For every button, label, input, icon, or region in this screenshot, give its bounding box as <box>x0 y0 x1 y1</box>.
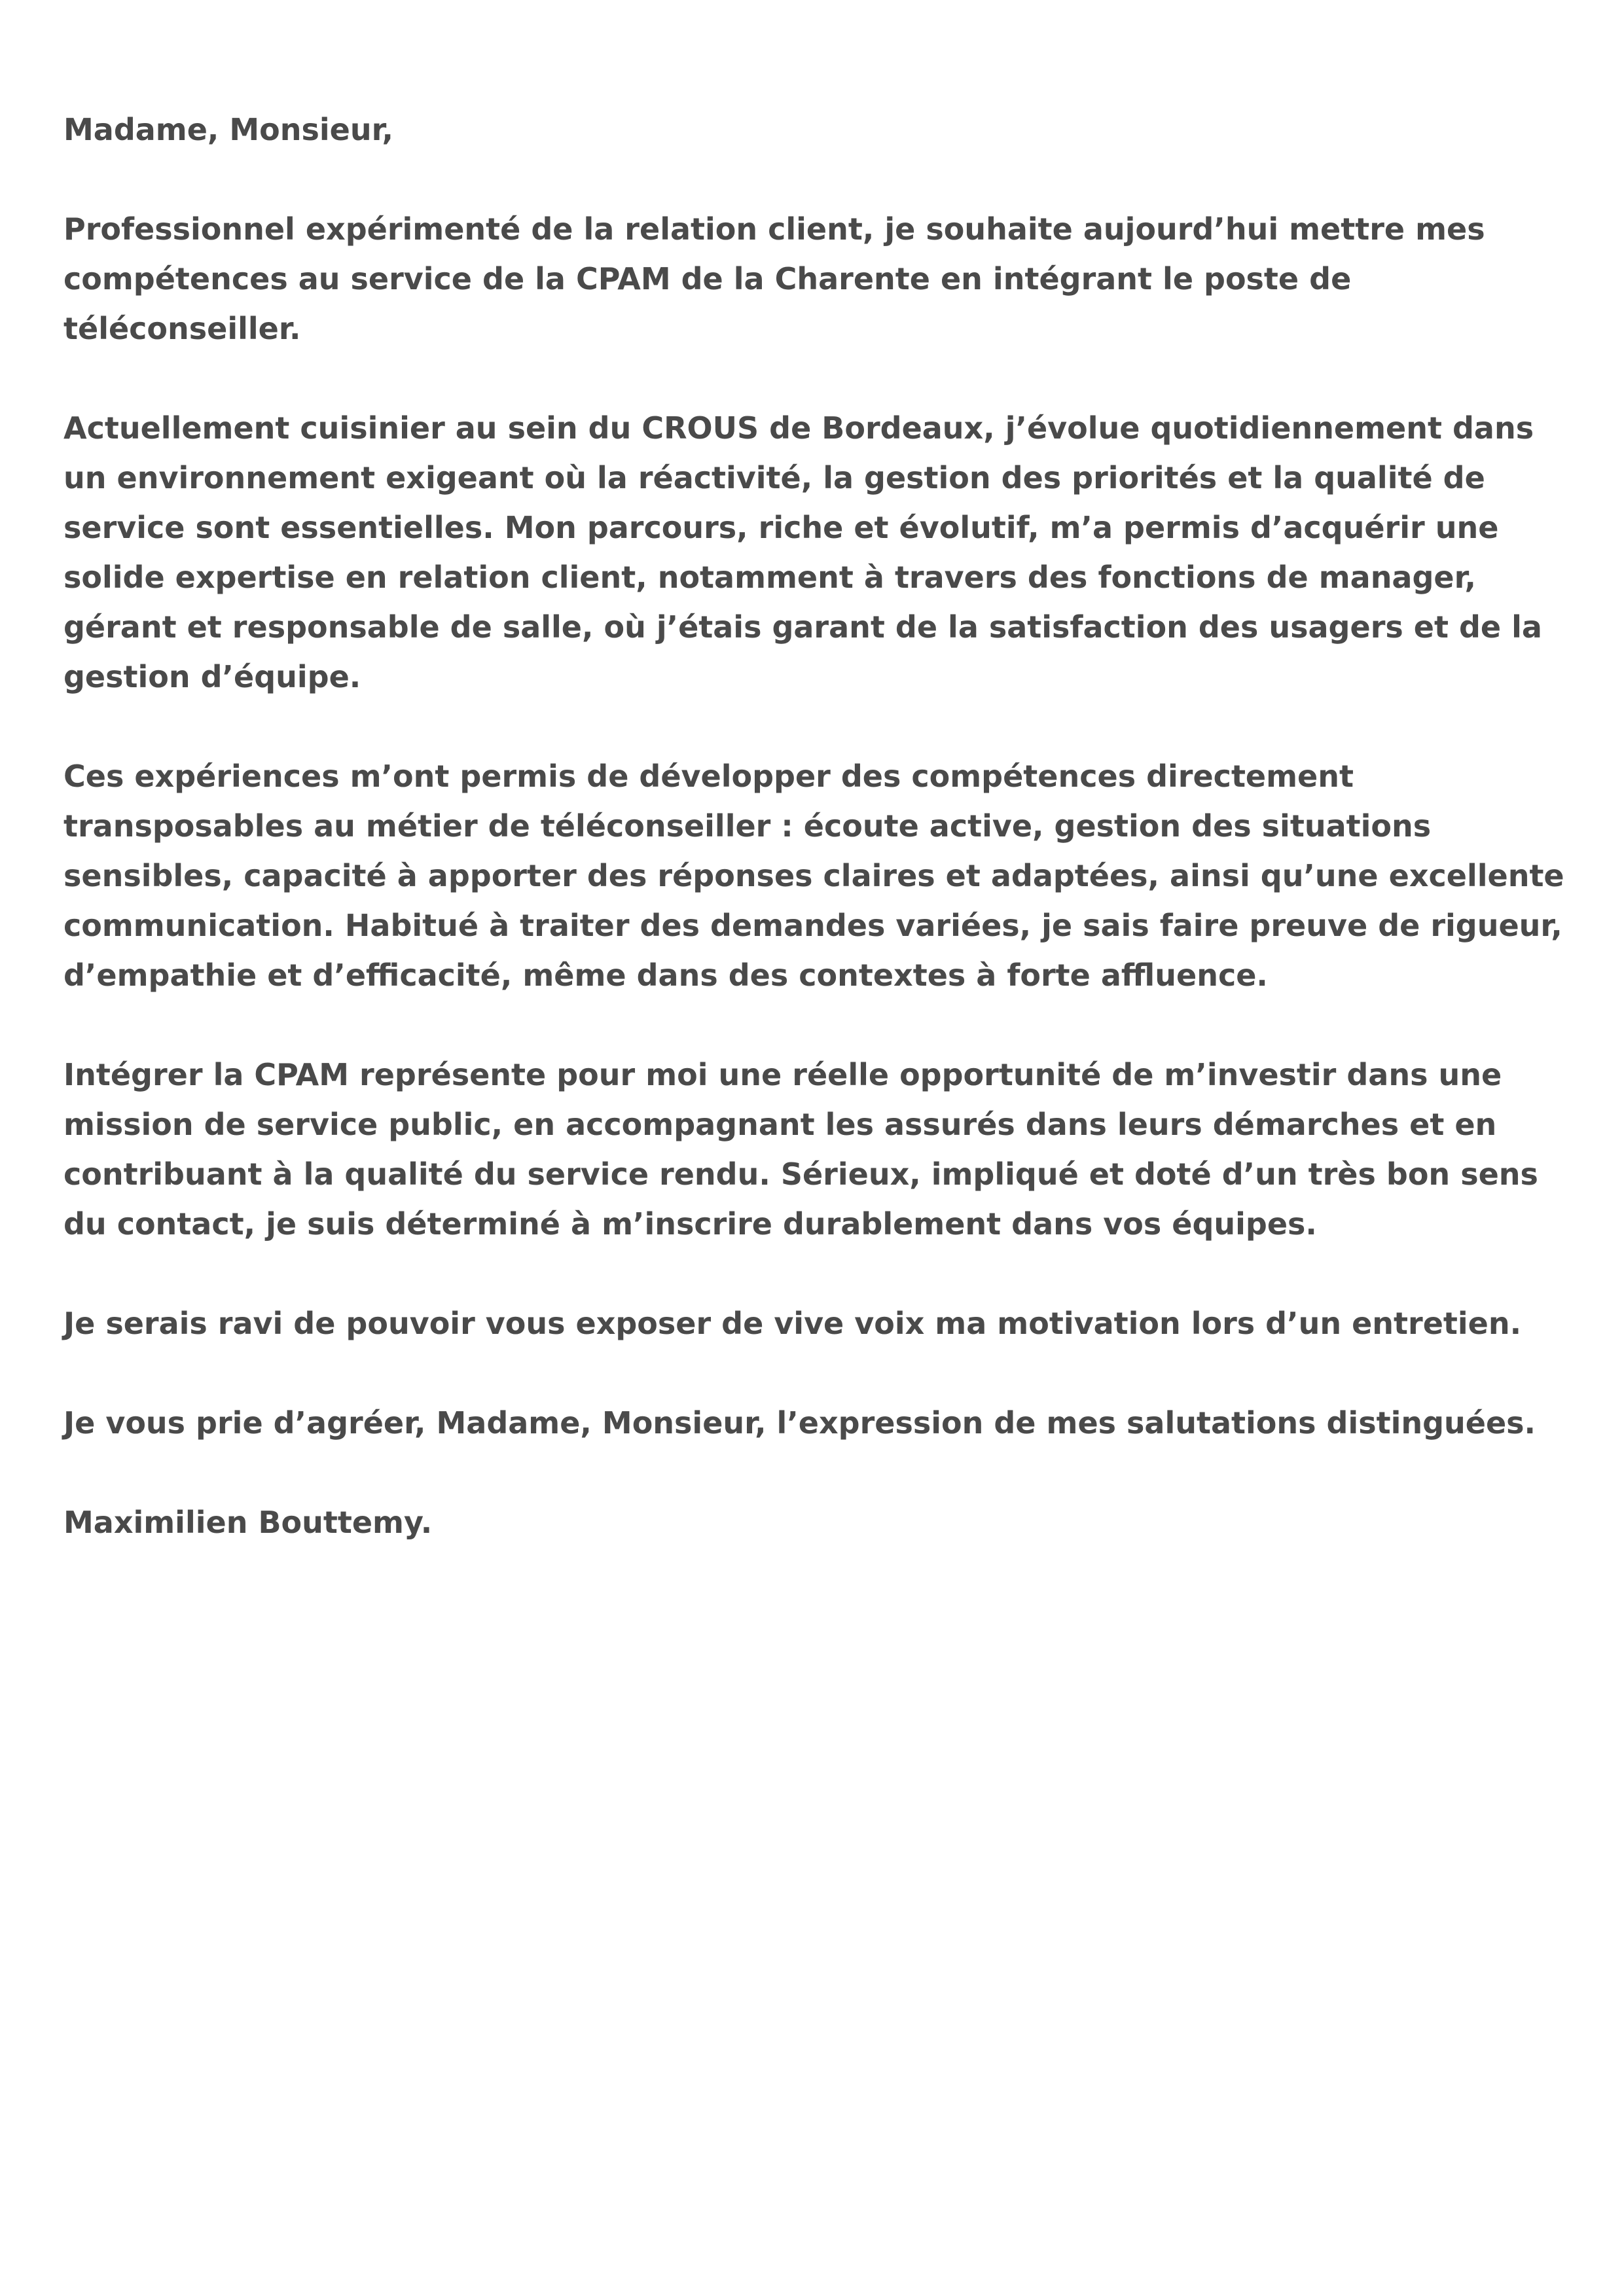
text-line: gérant et responsable de salle, où j’étais garant de la satisfaction des usagers et de la <box>63 609 1542 645</box>
paragraph-introduction <box>63 204 1569 353</box>
paragraph-motivation <box>63 1050 1569 1249</box>
text-line: du contact, je suis déterminé à m’inscrire durablement dans vos équipes. <box>63 1206 1317 1242</box>
cover-letter-body <box>63 105 1569 1547</box>
text-line: Je vous prie d’agréer, Madame, Monsieur, l’expression de mes salutations distinguées. <box>63 1405 1536 1441</box>
text-line: Professionnel expérimenté de la relation client, je souhaite aujourd’hui mettre mes <box>63 211 1485 247</box>
signature <box>63 1498 1569 1547</box>
paragraph-skills <box>63 751 1569 1000</box>
salutation <box>63 105 1569 154</box>
signature-name: Maximilien Bouttemy. <box>63 1505 433 1540</box>
text-line: gestion d’équipe. <box>63 659 361 694</box>
text-line: transposables au métier de téléconseiller : écoute active, gestion des situations <box>63 808 1432 844</box>
closing-formula <box>63 1398 1569 1448</box>
text-line: solide expertise en relation client, notamment à travers des fonctions de manager, <box>63 560 1477 595</box>
text-line: sensibles, capacité à apporter des réponses claires et adaptées, ainsi qu’une excellente <box>63 858 1564 893</box>
text-line: Ces expériences m’ont permis de développer des compétences directement <box>63 759 1354 794</box>
text-line: Je serais ravi de pouvoir vous exposer de vive voix ma motivation lors d’un entretien. <box>63 1306 1522 1341</box>
text-line: d’empathie et d’efficacité, même dans des contextes à forte affluence. <box>63 958 1268 993</box>
text-line: un environnement exigeant où la réactivité, la gestion des priorités et la qualité de <box>63 460 1485 495</box>
text-line: communication. Habitué à traiter des demandes variées, je sais faire preuve de rigueur, <box>63 908 1562 943</box>
salutation-line: Madame, Monsieur, <box>63 112 394 147</box>
text-line: service sont essentielles. Mon parcours, riche et évolutif, m’a permis d’acquérir une <box>63 510 1499 545</box>
text-line: Intégrer la CPAM représente pour moi une réelle opportunité de m’investir dans une <box>63 1057 1502 1092</box>
text-line: téléconseiller. <box>63 311 301 346</box>
text-line: mission de service public, en accompagnant les assurés dans leurs démarches et en <box>63 1107 1497 1142</box>
paragraph-interview-request <box>63 1299 1569 1348</box>
paragraph-current-position <box>63 403 1569 702</box>
text-line: contribuant à la qualité du service rendu. Sérieux, impliqué et doté d’un très bon sens <box>63 1157 1538 1192</box>
text-line: Actuellement cuisinier au sein du CROUS de Bordeaux, j’évolue quotidiennement dans <box>63 410 1534 446</box>
text-line: compétences au service de la CPAM de la Charente en intégrant le poste de <box>63 261 1352 296</box>
